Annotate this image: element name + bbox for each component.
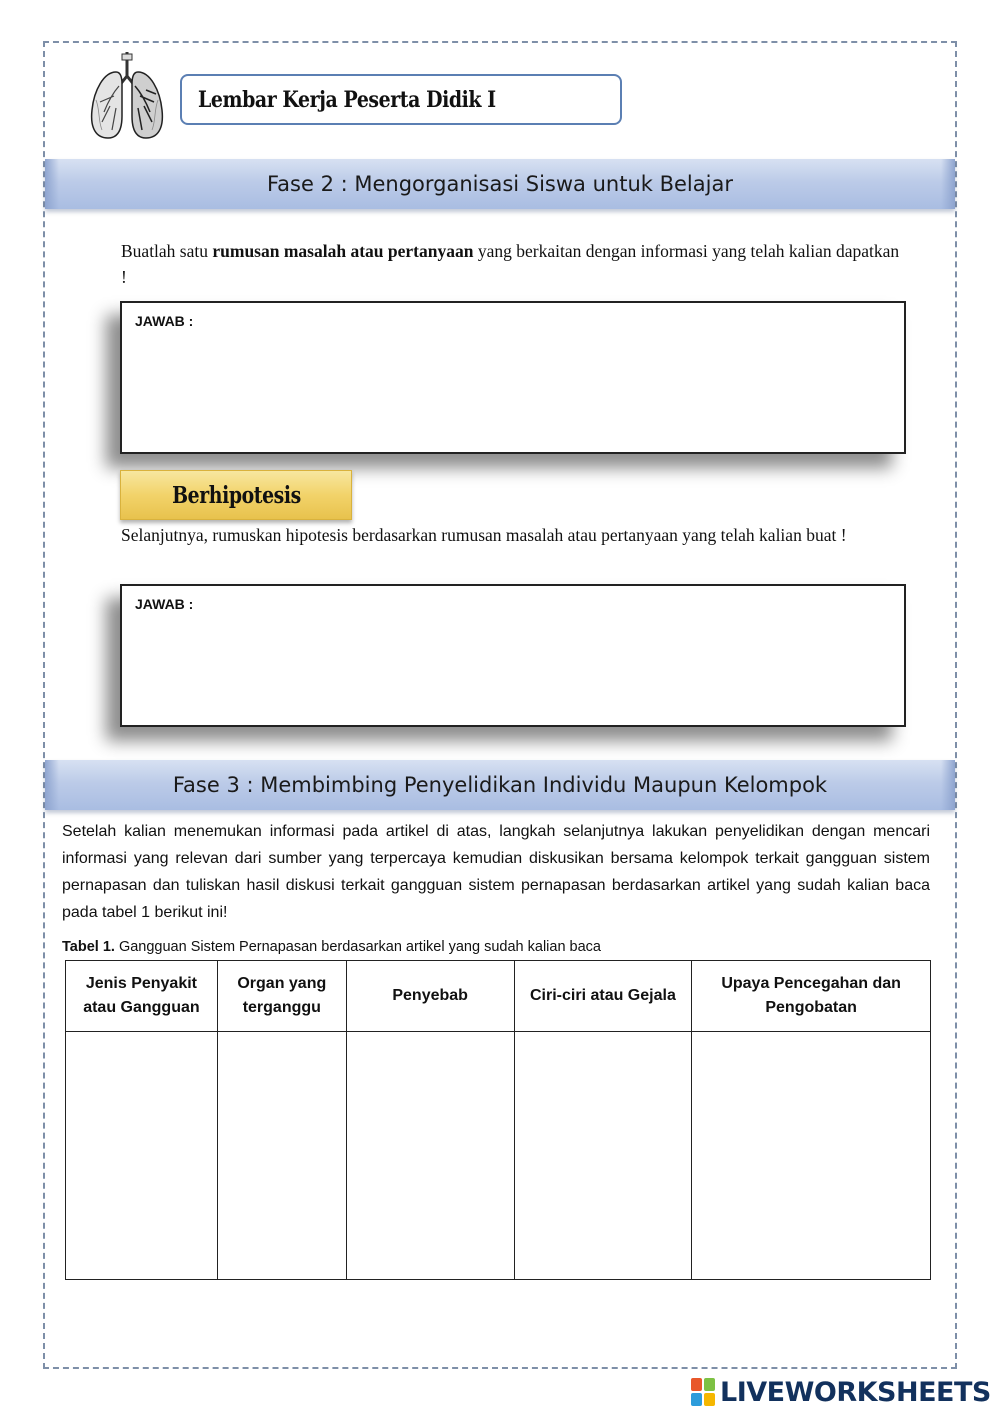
lungs-icon [86,50,168,142]
liveworksheets-logo-text: LIVEWORKSHEETS [720,1376,991,1408]
instruction-text: Buatlah satu [121,241,213,261]
table-header-row [66,961,931,1032]
hypothesis-label-text: Berhipotesis [171,481,301,509]
hypothesis-instruction: Selanjutnya, rumuskan hipotesis berdasarkan rumusan masalah atau pertanyaan yang telah kalian buat ! [121,525,847,545]
liveworksheets-logo [690,1376,991,1408]
liveworksheets-logo-icon [690,1377,716,1407]
table-input-cell[interactable] [514,1032,692,1280]
phase-3-banner [45,760,955,810]
answer-label: JAWAB : [135,596,194,612]
answer-label: JAWAB : [135,313,194,329]
phase-3-paragraph: Setelah kalian menemukan informasi pada artikel di atas, langkah selanjutnya lakukan penyelidikan dengan mencari informasi yang relevan dari sumber yang terpercaya kemudian diskusikan bersama kelompok terkait gangguan sistem pernapasan dan tuliskan hasil diskusi terkait gangguan sistem pernapasan berdasarkan artikel yang sudah kalian baca pada tabel 1 berikut ini! [62,823,930,921]
phase-2-title: Fase 2 : Mengorganisasi Siswa untuk Belajar [267,172,733,196]
table-header-cell: Penyebab [346,961,514,1032]
worksheet-title [180,74,622,125]
instruction-bold-text: rumusan masalah atau pertanyaan [212,241,474,261]
table-caption [62,939,601,955]
table-header-cell: Ciri-ciri atau Gejala [514,961,692,1032]
worksheet-title-text: Lembar Kerja Peserta Didik I [198,86,496,113]
instruction-text: yang berkaitan dengan informasi yang telah kalian dapatkan ! [121,241,900,287]
phase-3-title: Fase 3 : Membimbing Penyelidikan Individu Maupun Kelompok [172,773,828,797]
table-header-cell: Organ yang terganggu [217,961,346,1032]
answer-box-hypothesis[interactable] [120,584,906,727]
phase-2-instruction [121,238,901,290]
table-caption-label: Tabel 1. [62,939,115,955]
table-caption-text: Gangguan Sistem Pernapasan berdasarkan artikel yang sudah kalian baca [114,939,601,955]
table-input-cell[interactable] [217,1032,346,1280]
respiratory-disorders-table [65,960,931,1280]
phase-2-banner [45,159,955,209]
table-input-cell[interactable] [66,1032,218,1280]
answer-box-problem[interactable] [120,301,906,454]
table-input-cell[interactable] [692,1032,931,1280]
table-row [66,1032,931,1280]
hypothesis-label [120,470,352,520]
table-header-cell: Upaya Pencegahan dan Pengobatan [692,961,931,1032]
table-header-cell: Jenis Penyakit atau Gangguan [66,961,218,1032]
table-input-cell[interactable] [346,1032,514,1280]
